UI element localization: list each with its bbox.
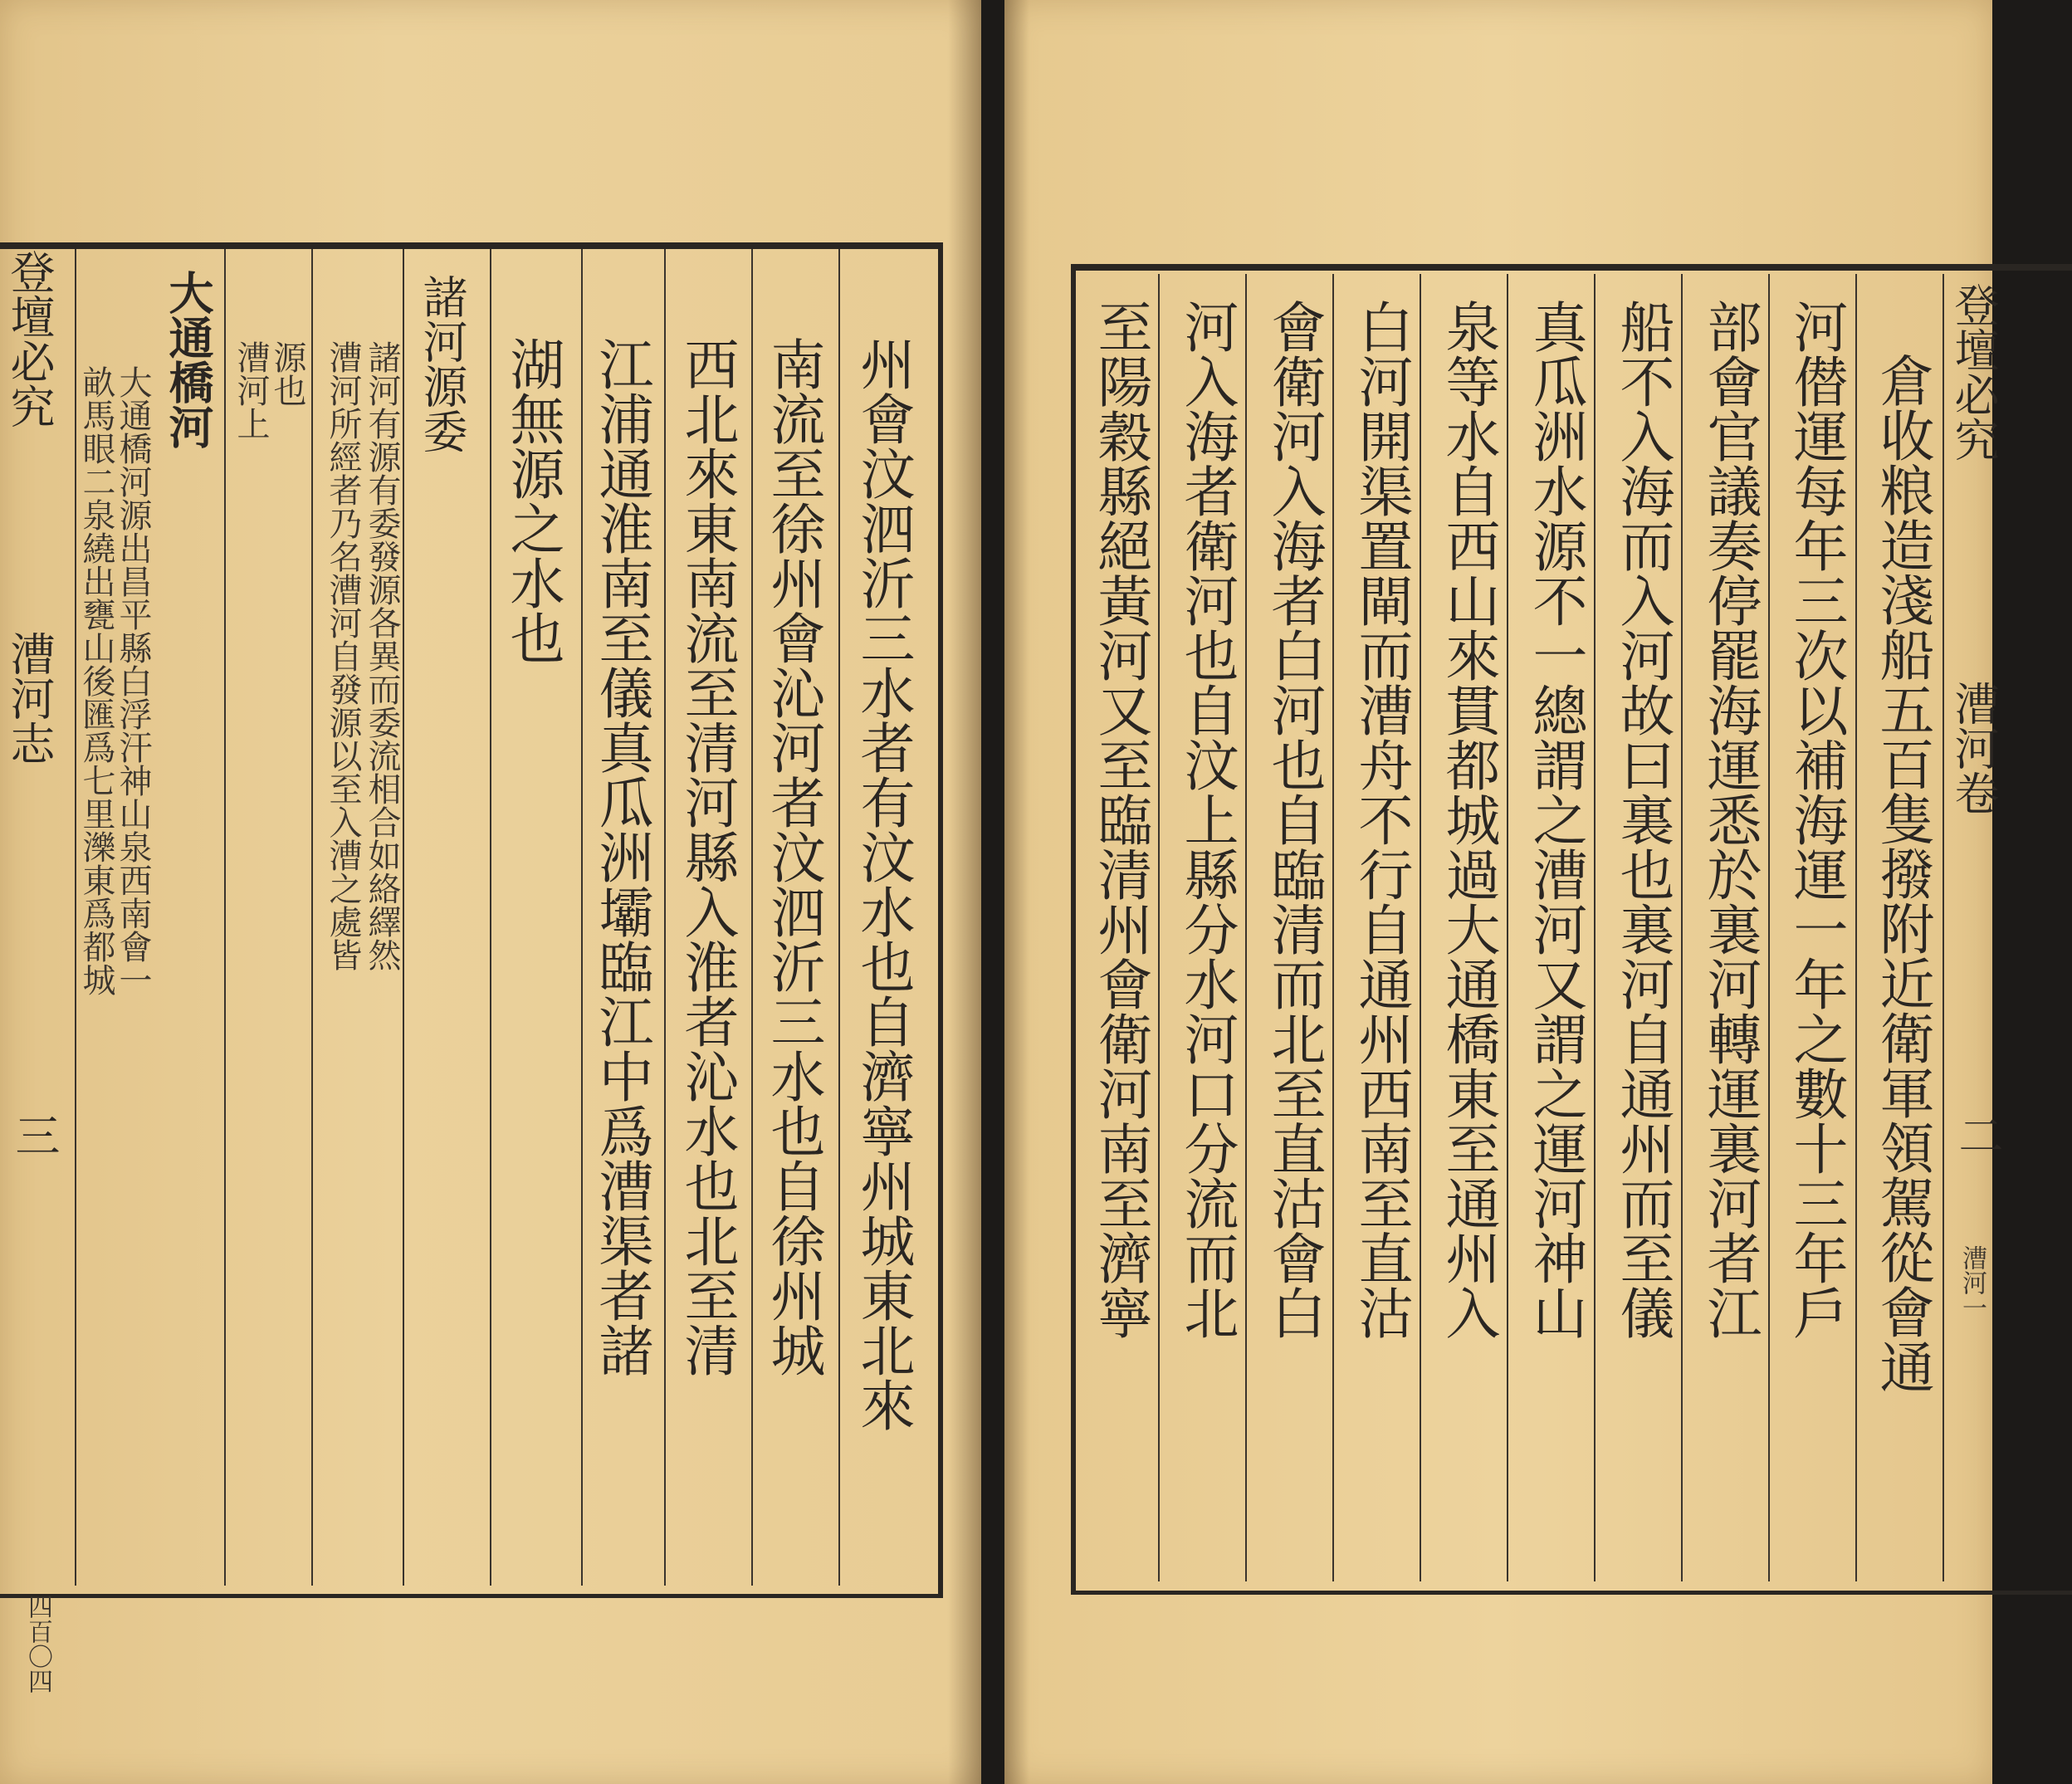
text-column: 會衛河入海者白河也自臨清而北至直沽會白 <box>1262 299 1326 1340</box>
right-margin-folio: 二 <box>1952 1112 2004 1157</box>
column-rule <box>1594 274 1596 1581</box>
section-title: 大通橋河 <box>162 270 215 449</box>
column-rule <box>751 249 753 1586</box>
column-rule <box>1768 274 1770 1581</box>
text-column: 泉等水自西山來貫都城過大通橋東至通州入 <box>1436 299 1500 1340</box>
column-rule <box>1332 274 1334 1581</box>
text-column: 船不入海而入河故曰裏也裏河自通州而至儀 <box>1610 299 1674 1340</box>
text-column: 部會官議奏停罷海運悉於裏河轉運裏河者江 <box>1698 299 1762 1340</box>
column-rule <box>1681 274 1683 1581</box>
left-margin-chapter: 漕河志 <box>3 631 56 765</box>
left-page <box>0 0 981 1784</box>
text-column: 真瓜洲水源不一總謂之漕河又謂之運河神山 <box>1523 299 1587 1340</box>
text-column: 白河開渠置閘而漕舟不行自通州西南至直沽 <box>1349 299 1413 1340</box>
right-margin-chapter: 漕河卷 <box>1947 681 2000 815</box>
note-column-4: 漕河上 <box>232 340 270 440</box>
text-column: 南流至徐州會沁河者汶泗沂三水也自徐州城 <box>761 336 825 1377</box>
column-rule <box>1420 274 1421 1581</box>
section-heading: 諸河源委 <box>416 274 468 453</box>
note-column-1: 諸河有源有委發源各異而委流相合如絡繹然 <box>363 340 401 971</box>
left-margin-folio: 三 <box>8 1112 61 1157</box>
column-rule <box>1942 274 1944 1581</box>
column-rule <box>838 249 840 1586</box>
gutter-shadow <box>1004 0 1029 1784</box>
left-margin-title: 登壇必究 <box>3 249 56 428</box>
text-column: 河僣運每年三次以補海運一年之數十三年戶 <box>1784 299 1848 1340</box>
column-rule <box>1855 274 1857 1581</box>
text-column: 至陽穀縣絕黃河又至臨清州會衛河南至濟寧 <box>1088 299 1152 1340</box>
right-margin-title: 登壇必究 <box>1947 282 2000 462</box>
note-column-3: 源也 <box>268 340 306 407</box>
text-column: 西北來東南流至清河縣入淮者沁水也北至清 <box>675 336 739 1377</box>
column-rule <box>664 249 666 1586</box>
column-rule <box>1158 274 1160 1581</box>
right-page <box>1004 0 2004 1784</box>
column-rule <box>1507 274 1508 1581</box>
text-column: 河入海者衛河也自汶上縣分水河口分流而北 <box>1175 299 1239 1340</box>
section-column-2: 畝馬眼二泉繞出甕山後匯爲七里濼東爲都城 <box>77 365 115 996</box>
left-margin-bottom: 四百〇四 <box>23 1594 52 1694</box>
column-rule <box>75 249 76 1586</box>
column-rule <box>311 249 313 1586</box>
right-margin-bottom: 漕河一 <box>1957 1245 1986 1320</box>
note-column-2: 漕河所經者乃名漕河自發源以至入漕之處皆 <box>324 340 362 971</box>
section-column-1: 大通橋河源出昌平縣白浮汗神山泉西南會一 <box>114 365 152 996</box>
text-column: 江浦通淮南至儀真瓜洲壩臨江中爲漕渠者諸 <box>589 336 653 1377</box>
gutter-shadow <box>948 0 981 1784</box>
text-column: 倉收粮造淺船五百隻撥附近衛軍領駕從會通 <box>1870 353 1934 1394</box>
column-rule <box>403 249 404 1586</box>
text-column: 湖無源之水也 <box>501 336 564 665</box>
column-rule <box>224 249 226 1586</box>
column-rule <box>581 249 583 1586</box>
column-rule <box>490 249 491 1586</box>
text-column: 州會汶泗沂三水者有汶水也自濟寧州城東北來 <box>851 336 915 1432</box>
column-rule <box>1245 274 1247 1581</box>
